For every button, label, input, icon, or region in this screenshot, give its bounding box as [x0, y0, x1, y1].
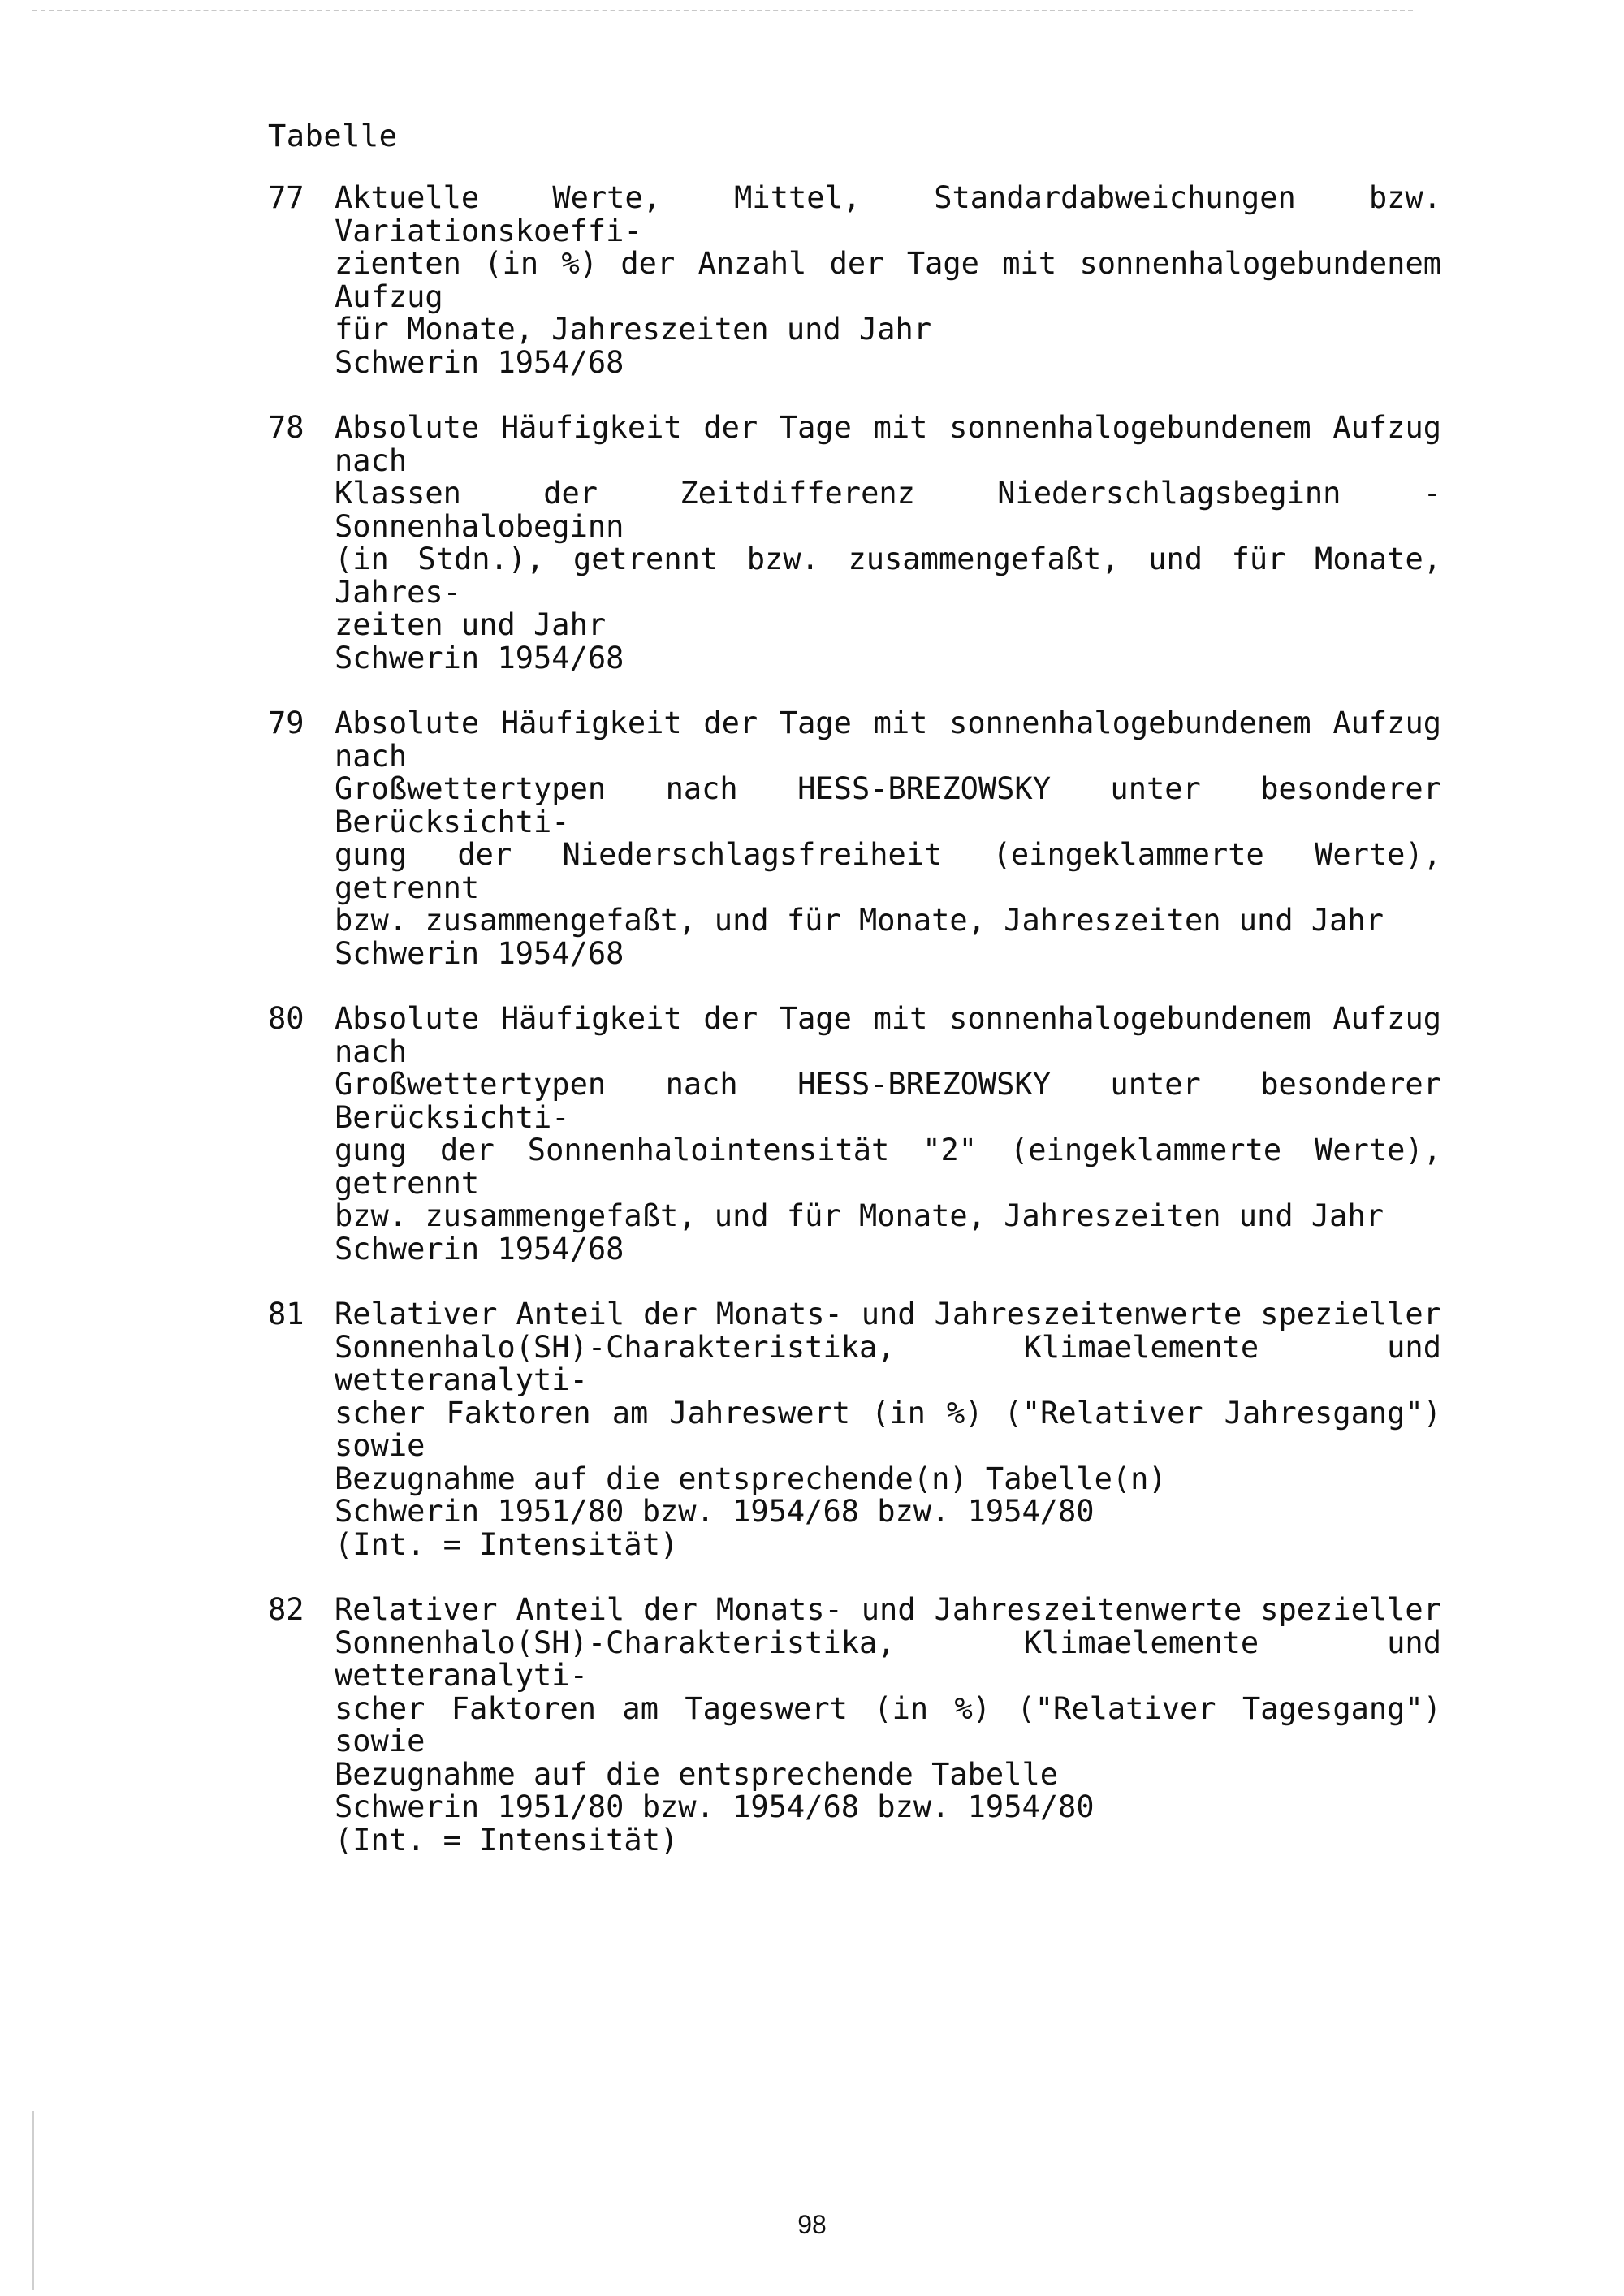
entry-number: 79 [268, 706, 304, 740]
entry-number: 77 [268, 180, 304, 215]
entry-description [335, 707, 1453, 970]
entry-line: Schwerin 1951/80 bzw. 1954/68 bzw. 1954/80 [335, 1494, 1095, 1529]
entry-line: Sonnenhalo(SH)-Charakteristika, Klimaelemente und wetteranalyti- [335, 1625, 1441, 1693]
entry-line: Schwerin 1954/68 [335, 935, 624, 971]
entry-line: Schwerin 1954/68 [335, 640, 624, 675]
entry-line: Schwerin 1954/68 [335, 1231, 624, 1267]
table-entry-79 [268, 707, 1453, 970]
scan-artifact-left [32, 2111, 34, 2290]
entry-line: zeiten und Jahr [335, 607, 607, 642]
entry-line: Absolute Häufigkeit der Tage mit sonnenhalogebundenem Aufzug nach [335, 410, 1441, 478]
entry-line: Klassen der Zeitdifferenz Niederschlagsbeginn - Sonnenhalobeginn [335, 476, 1441, 544]
entry-number: 82 [268, 1592, 304, 1627]
entry-line: Absolute Häufigkeit der Tage mit sonnenhalogebundenem Aufzug nach [335, 1001, 1441, 1069]
entry-line: Bezugnahme auf die entsprechende(n) Tabelle(n) [335, 1461, 1167, 1496]
entry-number: 81 [268, 1297, 304, 1331]
entry-line: Relativer Anteil der Monats- und Jahreszeitenwerte spezieller [335, 1297, 1441, 1331]
entry-line: Schwerin 1954/68 [335, 344, 624, 380]
table-entry-78 [268, 412, 1453, 675]
entry-number: 78 [268, 410, 304, 445]
entry-description [335, 412, 1453, 675]
page-number: 98 [797, 2210, 827, 2239]
entry-line: Absolute Häufigkeit der Tage mit sonnenhalogebundenem Aufzug nach [335, 706, 1441, 774]
entry-line: (in Stdn.), getrennt bzw. zusammengefaßt, und für Monate, Jahres- [335, 542, 1441, 610]
entry-line: bzw. zusammengefaßt, und für Monate, Jahreszeiten und Jahr [335, 903, 1384, 938]
entry-line: Schwerin 1951/80 bzw. 1954/68 bzw. 1954/80 [335, 1789, 1095, 1824]
entry-description [335, 182, 1453, 379]
table-entry-77 [268, 182, 1453, 379]
entry-description [335, 1594, 1453, 1857]
table-entry-80 [268, 1003, 1453, 1266]
entry-line: scher Faktoren am Jahreswert (in %) ("Relativer Jahresgang") sowie [335, 1395, 1441, 1463]
entry-line: bzw. zusammengefaßt, und für Monate, Jahreszeiten und Jahr [335, 1198, 1384, 1233]
entry-line: Relativer Anteil der Monats- und Jahreszeitenwerte spezieller [335, 1592, 1441, 1627]
entry-line: (Int. = Intensität) [335, 1526, 679, 1562]
entry-line: Großwettertypen nach HESS-BREZOWSKY unter besonderer Berücksichti- [335, 771, 1441, 839]
table-entry-81 [268, 1298, 1453, 1561]
entry-line: (Int. = Intensität) [335, 1822, 679, 1858]
entry-description [335, 1298, 1453, 1561]
entry-line: Sonnenhalo(SH)-Charakteristika, Klimaelemente und wetteranalyti- [335, 1329, 1441, 1397]
entry-description [335, 1003, 1453, 1266]
entry-line: gung der Niederschlagsfreiheit (eingeklammerte Werte), getrennt [335, 837, 1441, 905]
entry-line: Aktuelle Werte, Mittel, Standardabweichungen bzw. Variationskoeffi- [335, 180, 1441, 248]
entry-line: scher Faktoren am Tageswert (in %) ("Relativer Tagesgang") sowie [335, 1690, 1441, 1759]
entry-line: für Monate, Jahreszeiten und Jahr [335, 312, 932, 347]
scan-artifact-top [32, 10, 1413, 11]
document-page [268, 120, 1453, 1889]
table-entry-82 [268, 1594, 1453, 1857]
entry-line: zienten (in %) der Anzahl der Tage mit sonnenhalogebundenem Aufzug [335, 246, 1441, 314]
entry-line: Großwettertypen nach HESS-BREZOWSKY unter besonderer Berücksichti- [335, 1067, 1441, 1135]
entry-line: gung der Sonnenhalointensität "2" (eingeklammerte Werte), getrennt [335, 1133, 1441, 1201]
entry-number: 80 [268, 1001, 304, 1036]
entry-line: Bezugnahme auf die entsprechende Tabelle [335, 1756, 1059, 1792]
section-heading: Tabelle [268, 119, 398, 153]
